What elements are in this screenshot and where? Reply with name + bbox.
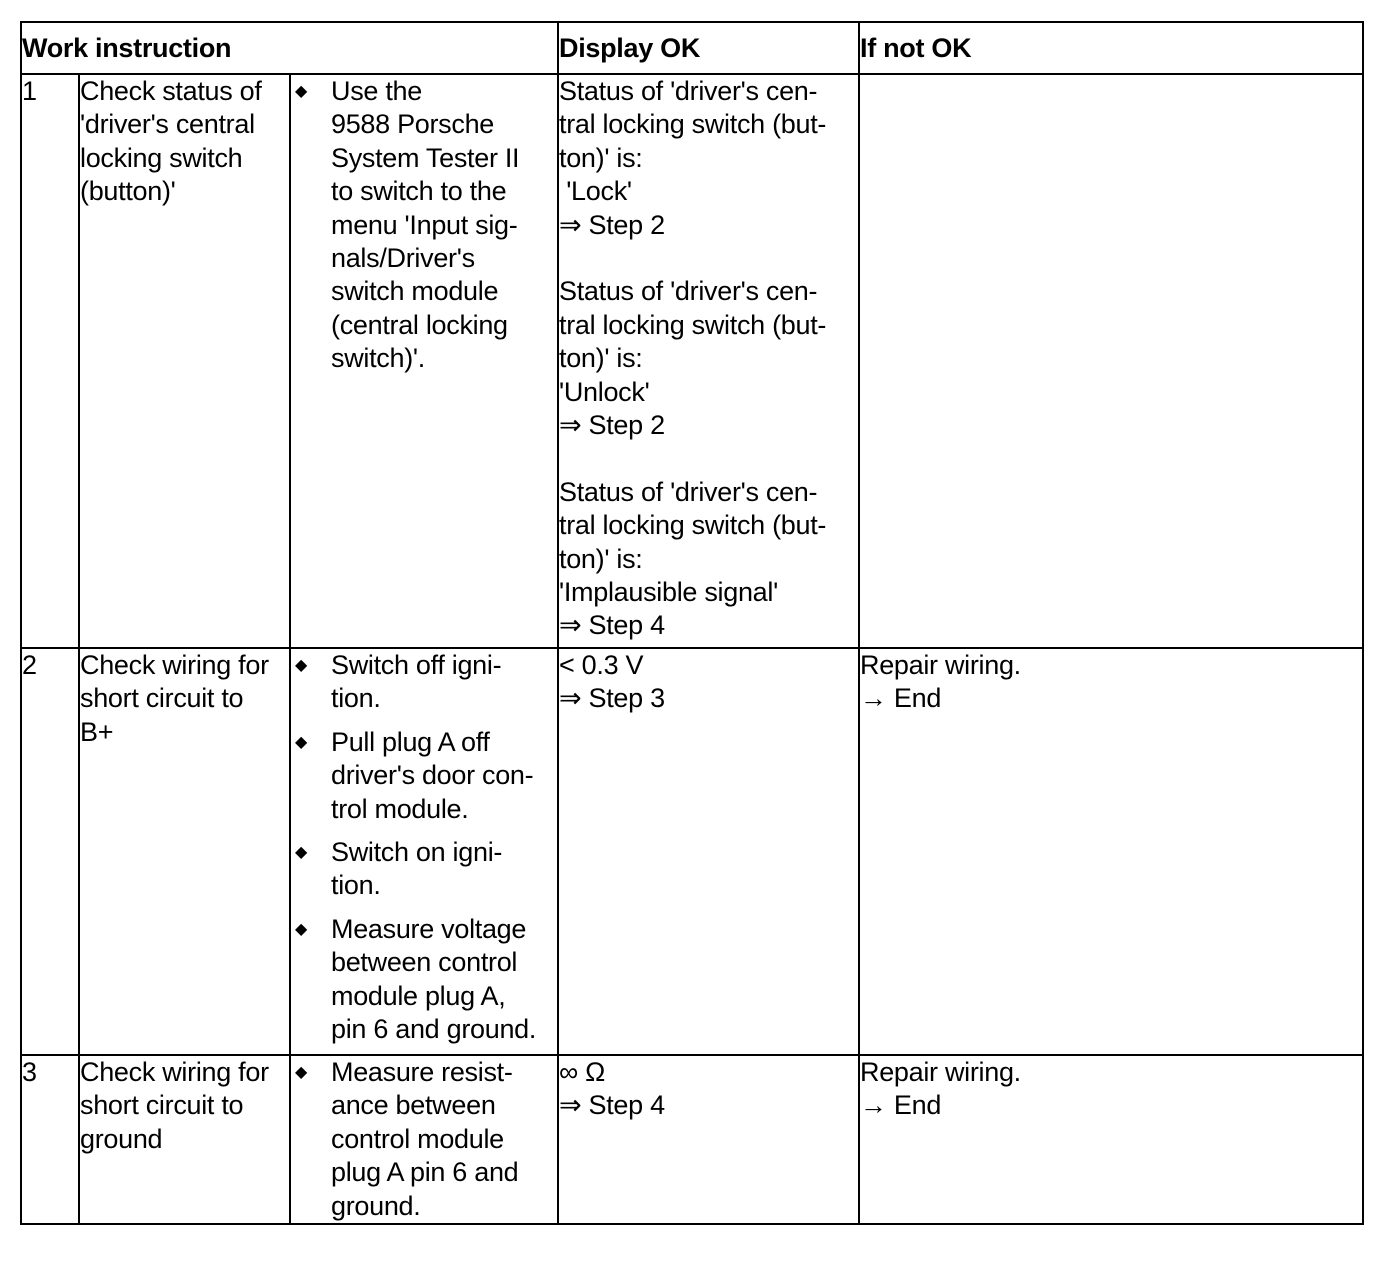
action-item xyxy=(291,913,557,1047)
action-item xyxy=(291,726,557,826)
instruction-line: short circuit to xyxy=(80,683,244,714)
display-line: ⇒ Step 4 xyxy=(559,1090,665,1121)
display-line: tral locking switch (but- xyxy=(559,109,827,140)
action-line: ground. xyxy=(331,1190,421,1221)
action-text xyxy=(331,913,557,1047)
instruction-text xyxy=(79,648,290,1055)
action-list xyxy=(290,74,558,648)
display-result-block xyxy=(559,1056,858,1123)
instruction-line: 'driver's central xyxy=(80,109,255,140)
action-line: Use the xyxy=(331,76,422,106)
action-line: (central locking xyxy=(331,309,508,340)
action-line: 9588 Porsche xyxy=(331,109,495,140)
table-row xyxy=(21,648,1363,1055)
instruction-line: Check wiring for xyxy=(80,650,269,680)
action-line: plug A pin 6 and xyxy=(331,1157,519,1188)
display-line: ⇒ Step 2 xyxy=(559,410,665,441)
display-ok-cell xyxy=(558,74,859,648)
diamond-bullet-icon: ◆ xyxy=(295,1064,308,1081)
display-line: Status of 'driver's cen- xyxy=(559,276,818,307)
display-line: Status of 'driver's cen- xyxy=(559,476,818,507)
action-line: Measure resist- xyxy=(331,1057,513,1087)
step-number: 2 xyxy=(21,648,79,1055)
diamond-bullet-icon: ◆ xyxy=(295,83,308,100)
display-line: < 0.3 V xyxy=(559,650,644,680)
display-line: ton)' is: xyxy=(559,343,643,374)
header-work-instruction: Work instruction xyxy=(21,22,558,74)
step-number: 3 xyxy=(21,1055,79,1224)
diamond-bullet-icon: ◆ xyxy=(295,657,308,674)
instruction-line: Check status of xyxy=(80,76,262,106)
display-result-block xyxy=(559,649,858,716)
display-result-block xyxy=(559,476,858,643)
action-item xyxy=(291,649,557,716)
if-not-ok-cell xyxy=(859,74,1363,648)
action-line: driver's door con- xyxy=(331,760,534,791)
display-line: ⇒ Step 2 xyxy=(559,209,665,240)
action-line: to switch to the xyxy=(331,176,507,207)
instruction-line: locking switch xyxy=(80,142,243,173)
action-text xyxy=(331,836,557,903)
display-ok-cell xyxy=(558,1055,859,1224)
display-result-block xyxy=(559,75,858,242)
table-row xyxy=(21,74,1363,648)
not-ok-line: Repair wiring. xyxy=(860,650,1021,680)
action-line: menu 'Input sig- xyxy=(331,209,518,240)
action-line: between control xyxy=(331,947,518,978)
display-line: tral locking switch (but- xyxy=(559,510,827,541)
instruction-line: short circuit to xyxy=(80,1090,244,1121)
table-row xyxy=(21,1055,1363,1224)
action-line: trol module. xyxy=(331,793,469,824)
action-line: tion. xyxy=(331,870,381,901)
action-item xyxy=(291,836,557,903)
display-line: Status of 'driver's cen- xyxy=(559,76,818,106)
header-display-ok: Display OK xyxy=(558,22,859,74)
action-text xyxy=(331,726,557,826)
display-line: 'Implausible signal' xyxy=(559,577,778,608)
display-line: ton)' is: xyxy=(559,543,643,574)
instruction-line: Check wiring for xyxy=(80,1057,269,1087)
instruction-line: B+ xyxy=(80,716,114,747)
display-line: 'Unlock' xyxy=(559,376,650,407)
action-line: control module xyxy=(331,1123,504,1154)
action-line: pin 6 and ground. xyxy=(331,1014,537,1045)
action-text xyxy=(331,649,557,716)
action-line: ance between xyxy=(331,1090,496,1121)
display-line: tral locking switch (but- xyxy=(559,309,827,340)
diamond-bullet-icon: ◆ xyxy=(295,920,308,938)
table-header-row xyxy=(21,22,1363,74)
instruction-line: ground xyxy=(80,1123,163,1154)
diamond-bullet-icon: ◆ xyxy=(295,733,308,751)
header-if-not-ok: If not OK xyxy=(859,22,1363,74)
display-line: ton)' is: xyxy=(559,142,643,173)
if-not-ok-cell xyxy=(859,648,1363,1055)
action-list xyxy=(290,1055,558,1224)
action-line: switch module xyxy=(331,276,499,307)
action-item xyxy=(291,75,557,376)
display-line: 'Lock' xyxy=(559,176,632,207)
display-line: ∞ Ω xyxy=(559,1057,606,1087)
action-item xyxy=(291,1056,557,1223)
not-ok-line: Repair wiring. xyxy=(860,1057,1021,1087)
instruction-line: (button)' xyxy=(80,176,176,207)
diamond-bullet-icon: ◆ xyxy=(295,844,308,862)
action-text xyxy=(331,1056,557,1223)
action-line: Switch off igni- xyxy=(331,650,502,680)
action-line: module plug A, xyxy=(331,980,506,1011)
action-line: Measure voltage xyxy=(331,913,527,944)
instruction-text xyxy=(79,1055,290,1224)
if-not-ok-cell xyxy=(859,1055,1363,1224)
step-number: 1 xyxy=(21,74,79,648)
not-ok-line: → End xyxy=(860,1090,942,1121)
display-line: ⇒ Step 3 xyxy=(559,683,665,714)
display-result-block xyxy=(559,275,858,442)
not-ok-line: → End xyxy=(860,683,942,714)
action-line: nals/Driver's xyxy=(331,243,475,274)
work-instruction-table xyxy=(20,21,1364,1225)
action-text xyxy=(331,75,557,376)
action-line: Switch on igni- xyxy=(331,837,503,868)
instruction-text xyxy=(79,74,290,648)
display-line: ⇒ Step 4 xyxy=(559,610,665,641)
display-ok-cell xyxy=(558,648,859,1055)
action-line: System Tester II xyxy=(331,142,520,173)
action-line: tion. xyxy=(331,683,381,714)
action-line: switch)'. xyxy=(331,343,425,374)
action-line: Pull plug A off xyxy=(331,726,490,757)
action-list xyxy=(290,648,558,1055)
